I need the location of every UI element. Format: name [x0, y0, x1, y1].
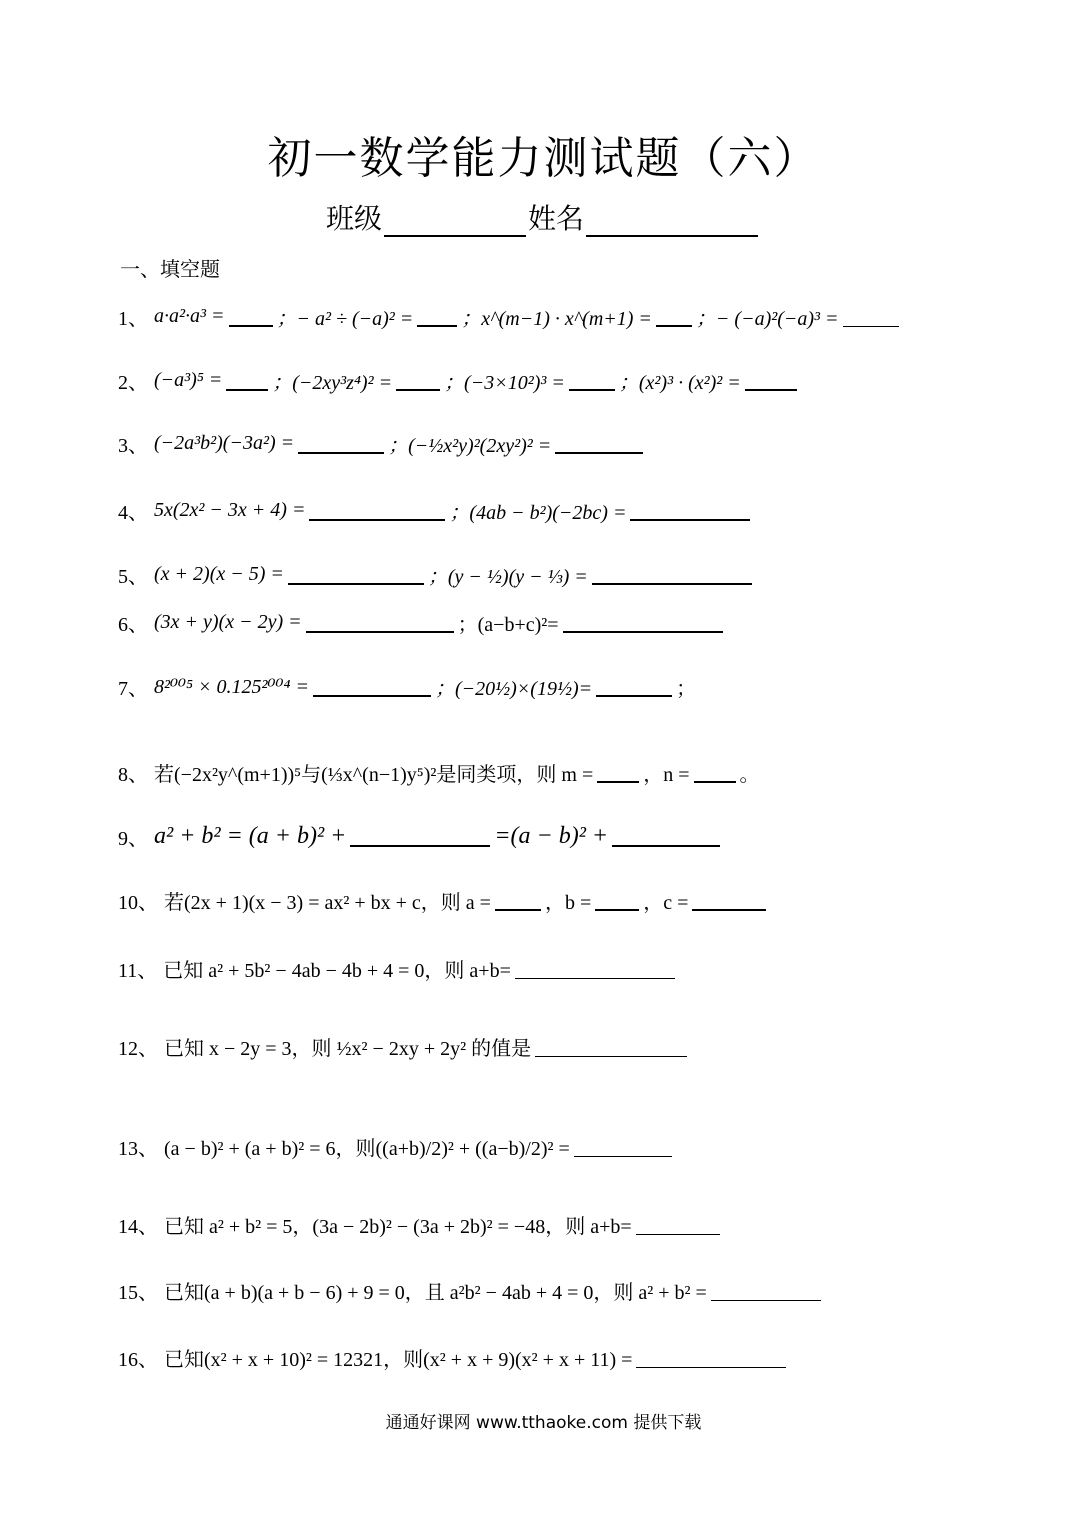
- question-number: 15、: [118, 1281, 158, 1304]
- question-text: ；− (−a)²(−a)³ =: [695, 307, 839, 330]
- question-text: ；x^(m−1) · x^(m+1) =: [461, 307, 652, 330]
- answer-blank[interactable]: [309, 499, 445, 521]
- question-number: 8、: [118, 763, 148, 786]
- question-12: [118, 1026, 691, 1066]
- answer-blank[interactable]: [656, 305, 692, 327]
- question-text: 已知(x² + x + 10)² = 12321，则(x² + x + 9)(x² + x + 11) =: [164, 1348, 633, 1371]
- answer-blank[interactable]: [636, 1347, 786, 1368]
- question-text: (3x + y)(x − 2y) =: [154, 610, 302, 633]
- answer-blank[interactable]: [306, 611, 454, 633]
- question-text: 若(−2x²y^(m+1))⁵与(⅓x^(n−1)y⁵)²是同类项，则 m =: [154, 763, 594, 786]
- answer-blank[interactable]: [417, 305, 457, 327]
- question-text: (a − b)² + (a + b)² = 6，则((a+b)/2)² + ((a−b)/2)² =: [164, 1137, 570, 1160]
- question-text: ，c =: [643, 891, 689, 914]
- question-14: [118, 1204, 724, 1244]
- name-blank[interactable]: [586, 205, 758, 237]
- question-number: 10、: [118, 891, 158, 914]
- answer-blank[interactable]: [535, 1036, 687, 1057]
- question-text: ；(y − ½)(y − ⅓) =: [427, 565, 588, 588]
- question-number: 6、: [118, 613, 148, 636]
- answer-blank[interactable]: [636, 1214, 720, 1235]
- answer-blank[interactable]: [694, 761, 736, 783]
- answer-blank[interactable]: [313, 675, 431, 697]
- question-11: [118, 948, 679, 988]
- question-15: [118, 1270, 825, 1310]
- question-number: 2、: [118, 371, 148, 394]
- question-number: 1、: [118, 307, 148, 330]
- answer-blank[interactable]: [597, 761, 639, 783]
- question-text: ；: [676, 677, 697, 700]
- answer-blank[interactable]: [515, 958, 675, 979]
- question-text: 已知 a² + 5b² − 4ab − 4b + 4 = 0，则 a+b=: [163, 959, 511, 982]
- question-text: ；(−2xy³z⁴)² =: [272, 371, 393, 394]
- question-number: 11、: [118, 959, 158, 982]
- question-number: 16、: [118, 1348, 158, 1371]
- question-number: 3、: [118, 434, 148, 457]
- question-text: ；(−20½)×(19½)=: [434, 677, 593, 700]
- question-8: [118, 752, 760, 792]
- question-9: [118, 816, 724, 856]
- question-text: ，b =: [544, 891, 592, 914]
- answer-blank[interactable]: [596, 675, 672, 697]
- answer-blank[interactable]: [630, 499, 750, 521]
- question-number: 14、: [118, 1215, 158, 1238]
- question-text: 8²⁰⁰⁵ × 0.125²⁰⁰⁴ =: [154, 675, 309, 698]
- question-number: 12、: [118, 1037, 158, 1060]
- question-number: 5、: [118, 565, 148, 588]
- question-6: [118, 602, 727, 642]
- question-text: 若(2x + 1)(x − 3) = ax² + bx + c，则 a =: [164, 891, 491, 914]
- answer-blank[interactable]: [843, 306, 899, 327]
- question-text: =(a − b)² +: [494, 822, 609, 849]
- question-text: (−2a³b²)(−3a²) =: [154, 431, 295, 454]
- answer-blank[interactable]: [350, 825, 490, 847]
- question-text: ；(−3×10²)³ =: [444, 371, 565, 394]
- question-text: ；(4ab − b²)(−2bc) =: [449, 501, 627, 524]
- answer-blank[interactable]: [495, 889, 541, 911]
- answer-blank[interactable]: [555, 432, 643, 454]
- class-label: 班级: [326, 202, 383, 235]
- answer-blank[interactable]: [569, 369, 615, 391]
- question-5: [118, 554, 756, 594]
- class-blank[interactable]: [384, 205, 526, 237]
- section-title: 一、填空题: [120, 257, 220, 281]
- answer-blank[interactable]: [396, 369, 440, 391]
- question-text: ；− a² ÷ (−a)² =: [276, 307, 414, 330]
- question-7: [118, 666, 696, 706]
- answer-blank[interactable]: [298, 432, 384, 454]
- question-number: 9、: [118, 827, 148, 850]
- question-number: 7、: [118, 677, 148, 700]
- answer-blank[interactable]: [692, 889, 766, 911]
- answer-blank[interactable]: [574, 1136, 672, 1157]
- question-text: (−a³)⁵ =: [154, 368, 223, 391]
- question-2: [118, 360, 801, 400]
- question-text: ，n =: [643, 763, 690, 786]
- question-number: 4、: [118, 501, 148, 524]
- answer-blank[interactable]: [612, 825, 720, 847]
- question-text: ；(a−b+c)²=: [457, 613, 559, 636]
- question-text: (x + 2)(x − 5) =: [154, 562, 284, 585]
- question-1: [118, 296, 903, 336]
- question-4: [118, 490, 754, 530]
- question-number: 13、: [118, 1137, 158, 1160]
- page-title: 初一数学能力测试题（六）: [267, 133, 820, 184]
- answer-blank[interactable]: [288, 563, 424, 585]
- question-text: ；(x²)³ · (x²)² =: [618, 371, 741, 394]
- question-text: a·a²·a³ =: [154, 304, 225, 327]
- question-text: ；(−½x²y)²(2xy²)² =: [388, 434, 552, 457]
- question-text: 5x(2x² − 3x + 4) =: [154, 498, 306, 521]
- answer-blank[interactable]: [563, 611, 723, 633]
- question-text: 已知 x − 2y = 3，则 ½x² − 2xy + 2y² 的值是: [164, 1037, 532, 1060]
- question-10: [118, 880, 770, 920]
- question-text: 已知 a² + b² = 5，(3a − 2b)² − (3a + 2b)² = −48，则 a+b=: [164, 1215, 632, 1238]
- answer-blank[interactable]: [226, 369, 268, 391]
- question-13: [118, 1126, 676, 1166]
- student-info-line: [326, 197, 760, 237]
- question-text: a² + b² = (a + b)² +: [154, 822, 347, 849]
- question-text: 已知(a + b)(a + b − 6) + 9 = 0，且 a²b² − 4ab + 4 = 0，则 a² + b² =: [164, 1281, 707, 1304]
- question-text: 。: [739, 763, 760, 786]
- question-16: [118, 1337, 790, 1377]
- answer-blank[interactable]: [592, 563, 752, 585]
- name-label: 姓名: [528, 202, 585, 235]
- question-3: [118, 423, 647, 463]
- answer-blank[interactable]: [711, 1280, 821, 1301]
- answer-blank[interactable]: [745, 369, 797, 391]
- answer-blank[interactable]: [229, 305, 273, 327]
- footer-credit: 通通好课网 www.tthaoke.com 提供下载: [385, 1413, 702, 1433]
- answer-blank[interactable]: [595, 889, 639, 911]
